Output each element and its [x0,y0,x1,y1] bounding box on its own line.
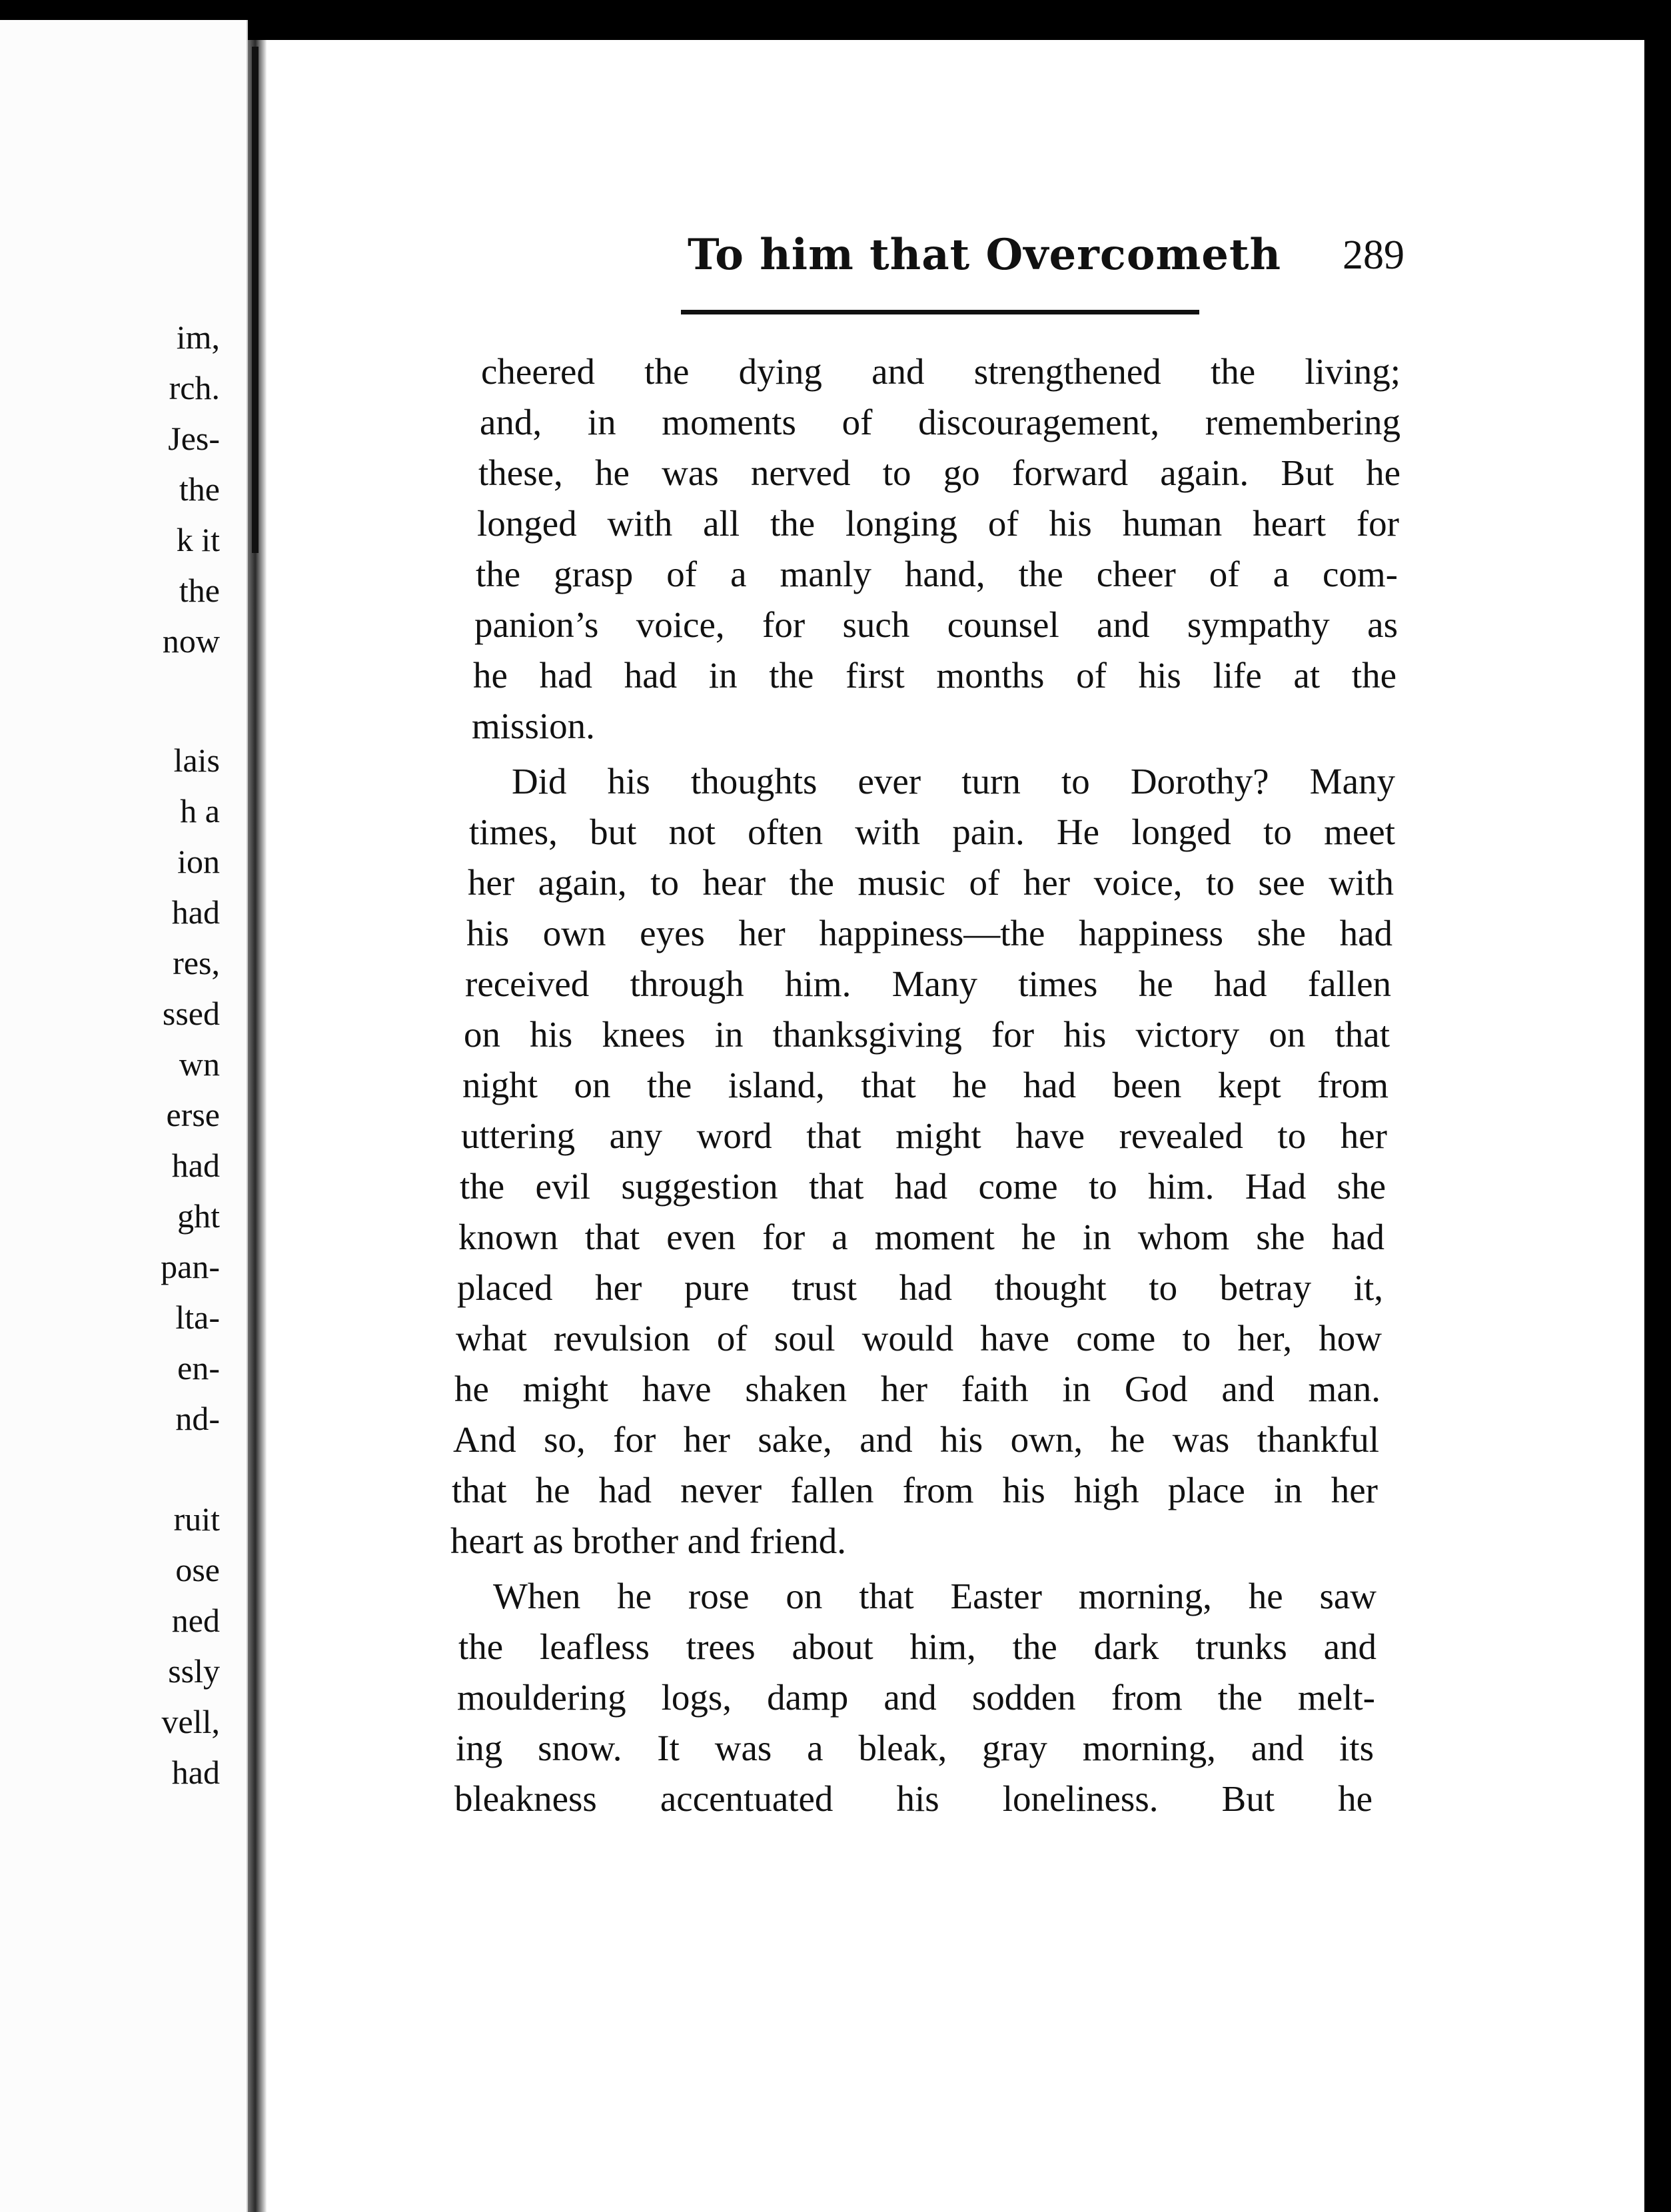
body-line: night on the island, that he had been kept from [462,1065,1389,1105]
body-line: panion’s voice, for such counsel and sympathy as [474,604,1398,645]
body-line: the leafless trees about him, the dark trunks and [458,1626,1377,1667]
fragment-line: ssed [162,995,220,1032]
body-line: ing snow. It was a bleak, gray morning, and its [456,1728,1374,1768]
fragment-line: vell, [161,1703,220,1740]
fragment-line: res, [173,944,220,981]
fragment-line: ose [175,1551,220,1588]
body-line: received through him. Many times he had fallen [465,963,1391,1004]
body-line: heart as brother and friend. [450,1520,847,1561]
body-line: And so, for her sake, and his own, he was thankful [453,1419,1379,1460]
body-line: cheered the dying and strengthened the living; [481,351,1400,392]
body-line: Did his thoughts ever turn to Dorothy? Many [512,761,1395,802]
scan-border-right [1644,0,1671,2212]
body-line: uttering any word that might have revealed to her [461,1115,1387,1156]
fragment-line: the [179,470,220,508]
body-line: mouldering logs, damp and sodden from the melt- [457,1677,1375,1718]
page-289 [267,40,1644,2212]
body-line: what revulsion of soul would have come to her, how [456,1318,1382,1359]
fragment-line: pan- [161,1248,220,1285]
fragment-line: ruit [173,1500,220,1538]
fragment-line: rch. [169,369,220,406]
body-line: times, but not often with pain. He longed to meet [469,812,1395,852]
fragment-line: lais [173,742,220,779]
body-line: he might have shaken her faith in God and man. [454,1369,1381,1409]
fragment-line: had [171,1754,220,1791]
body-line: he had had in the first months of his life at the [473,655,1396,696]
fragment-line: erse [166,1096,220,1133]
body-line: mission. [472,706,595,746]
fragment-line: im, [176,318,220,356]
body-line: When he rose on that Easter morning, he saw [493,1576,1377,1616]
body-line: on his knees in thanksgiving for his victory on that [464,1014,1390,1055]
fragment-line: nd- [175,1400,220,1437]
page-number: 289 [1343,233,1404,278]
fragment-line: the [179,572,220,609]
fragment-line: ght [177,1197,220,1235]
fragment-line: had [171,1147,220,1184]
running-head-title: To him that Overcometh [688,230,1282,280]
fragment-line: k it [176,521,220,558]
body-line: these, he was nerved to go forward again. But he [478,452,1400,493]
body-line: and, in moments of discouragement, remembering [480,402,1400,442]
body-line: known that even for a moment he in whom she had [458,1217,1385,1257]
body-line: longed with all the longing of his human heart for [477,503,1399,544]
fragment-line: had [171,893,220,931]
gutter-shadow [252,47,259,553]
body-line: the evil suggestion that had come to him. Had she [460,1166,1386,1207]
fragment-line: Jes- [168,420,220,457]
fragment-line: ned [171,1602,220,1639]
fragment-line: lta- [175,1299,220,1336]
body-line: his own eyes her happiness—the happiness she had [466,913,1392,953]
body-line: bleakness accentuated his loneliness. But he [454,1778,1373,1819]
body-line: that he had never fallen from his high place in her [452,1470,1378,1510]
previous-page-fragment [0,20,248,2212]
fragment-line: h a [180,792,220,830]
body-line: placed her pure trust had thought to betray it, [457,1267,1383,1308]
fragment-line: wn [179,1045,220,1083]
body-line: her again, to hear the music of her voice, to see with [468,862,1394,903]
body-line: the grasp of a manly hand, the cheer of a com- [476,554,1398,594]
fragment-line: ssly [168,1652,220,1690]
fragment-line: ion [177,843,220,880]
running-head-rule [681,310,1199,314]
fragment-line: now [162,622,220,660]
fragment-line: en- [177,1349,220,1386]
